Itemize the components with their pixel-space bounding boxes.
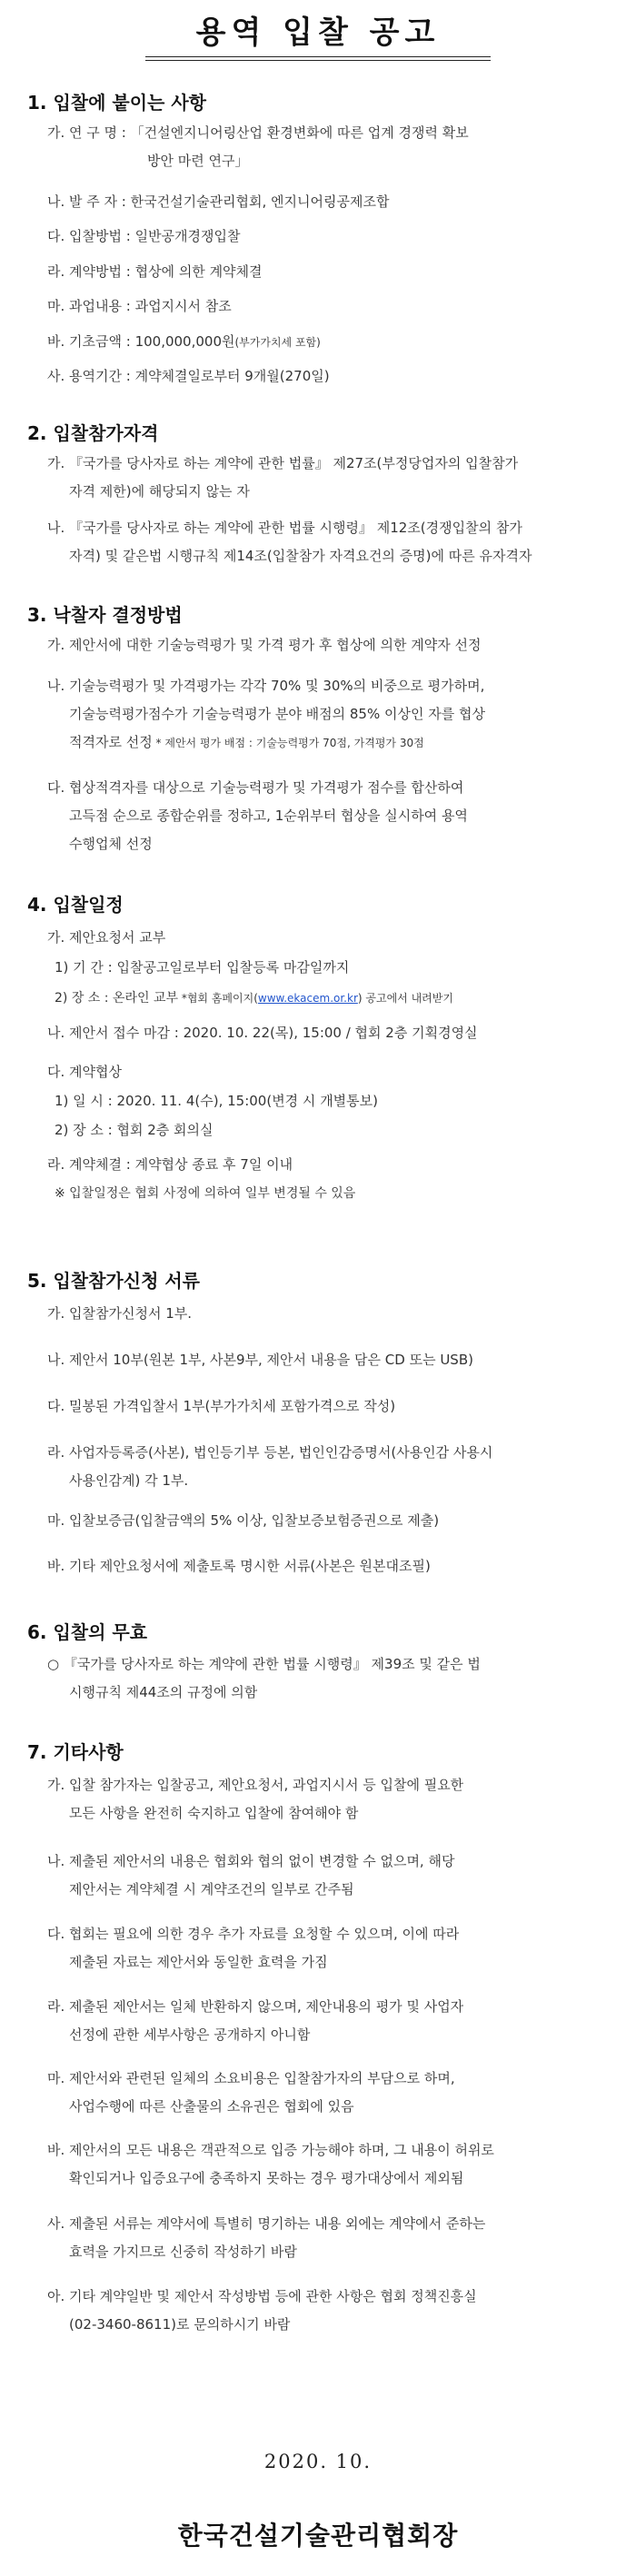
section-5-item-d (47, 1439, 611, 1495)
item-continuation: 사업수행에 따른 산출물의 소유권은 협회에 있음 (69, 2098, 354, 2115)
section-4-item-a: 가. 제안요청서 교부 (47, 929, 166, 946)
item-continuation: 모든 사항을 완전히 숙지하고 입찰에 참여해야 함 (69, 1805, 359, 1821)
section-5-item-f: 바. 기타 제안요청서에 제출토록 명시한 서류(사본은 원본대조필) (47, 1558, 431, 1574)
item-continuation: 자격) 및 같은법 시행규칙 제14조(입찰참가 자격요건의 증명)에 따른 유자격자 (69, 548, 532, 564)
section-2-item-a (47, 450, 611, 506)
item-note: (부가가치세 포함) (234, 336, 321, 349)
item-note: ) 공고에서 내려받기 (357, 992, 453, 1005)
item-continuation: 수행업체 선정 (69, 836, 153, 852)
item-continuation: 방안 마련 연구」 (147, 153, 249, 169)
item-continuation: 효력을 가지므로 신중히 작성하기 바람 (69, 2244, 297, 2260)
section-heading-6: 6. 입찰의 무효 (27, 1621, 148, 1643)
title-underline-top (145, 56, 491, 57)
section-7-item-d (47, 1993, 611, 2049)
section-4-item-b: 나. 제안서 접수 마감 : 2020. 10. 22(목), 15:00 / 협회 2층 기획경영실 (47, 1025, 478, 1041)
section-1-item-b: 나. 발 주 자 : 한국건설기술관리협회, 엔지니어링공제조합 (47, 193, 390, 210)
item-continuation: (02-3460-8611)로 문의하시기 바람 (69, 2316, 291, 2333)
section-heading-7: 7. 기타사항 (27, 1741, 124, 1763)
section-7-item-g (47, 2210, 611, 2266)
section-1-item-e: 마. 과업내용 : 과업지시서 참조 (47, 298, 232, 314)
item-line: 바. 제안서의 모든 내용은 객관적으로 입증 가능해야 하며, 그 내용이 허위로 (47, 2142, 494, 2158)
item-continuation: 선정에 관한 세부사항은 공개하지 아니함 (69, 2026, 311, 2043)
item-continuation: 제안서는 계약체결 시 계약조건의 일부로 간주됨 (69, 1881, 354, 1897)
section-3-item-b (47, 672, 611, 758)
section-7-item-e (47, 2065, 611, 2121)
section-4-subitem-4: 2) 장 소 : 협회 2층 회의실 (55, 1122, 214, 1138)
homepage-link[interactable]: www.ekacem.or.kr (257, 992, 358, 1005)
item-line: 다. 협회는 필요에 의한 경우 추가 자료를 요청할 수 있으며, 이에 따라 (47, 1926, 460, 1942)
item-line: 2) 장 소 : 온라인 교부 (55, 991, 179, 1006)
section-7-item-f (47, 2136, 611, 2193)
section-heading-3: 3. 낙찰자 결정방법 (27, 604, 183, 626)
item-line: 아. 기타 계약일반 및 제안서 작성방법 등에 관한 사항은 협회 정책진흥실 (47, 2288, 477, 2304)
section-1-item-g: 사. 용역기간 : 계약체결일로부터 9개월(270일) (47, 368, 330, 384)
item-continuation: 사용인감계) 각 1부. (69, 1472, 189, 1489)
section-5-item-b: 나. 제안서 10부(원본 1부, 사본9부, 제안서 내용을 담은 CD 또는 USB) (47, 1352, 473, 1368)
item-continuation: 기술능력평가점수가 기술능력평가 분야 배점의 85% 이상인 자를 협상 (69, 706, 485, 722)
item-line: 가. 입찰 참가자는 입찰공고, 제안요청서, 과업지시서 등 입찰에 필요한 (47, 1777, 464, 1793)
item-continuation: 자격 제한)에 해당되지 않는 자 (69, 483, 250, 500)
page-title: 용역 입찰 공고 (195, 15, 441, 51)
section-3-item-c (47, 774, 611, 858)
item-continuation: 확인되거나 입증요구에 충족하지 못하는 경우 평가대상에서 제외됨 (69, 2170, 464, 2186)
section-6-item (47, 1650, 611, 1707)
item-line: 다. 협상적격자를 대상으로 기술능력평가 및 가격평가 점수를 합산하여 (47, 779, 464, 796)
item-note: *협회 홈페이지( (178, 992, 258, 1005)
section-4-item-d: 라. 계약체결 : 계약협상 종료 후 7일 이내 (47, 1156, 293, 1173)
item-line: 바. 기초금액 : 100,000,000원 (47, 333, 235, 350)
section-4-note: ※ 입찰일정은 협회 사정에 의하여 일부 변경될 수 있음 (55, 1186, 356, 1201)
section-1-item-a (47, 119, 611, 175)
item-text: 적격자로 선정 (69, 734, 153, 750)
section-5-item-a: 가. 입찰참가신청서 1부. (47, 1305, 193, 1322)
section-4-subitem-2 (55, 985, 618, 1013)
item-line: 가. 『국가를 당사자로 하는 계약에 관한 법률』 제27조(부정당업자의 입찰참가 (47, 455, 519, 471)
section-2-item-b (47, 514, 611, 570)
item-continuation: 시행규칙 제44조의 규정에 의함 (69, 1684, 258, 1700)
item-line: 나. 기술능력평가 및 가격평가는 각각 70% 및 30%의 비중으로 평가하며, (47, 678, 485, 694)
signer-name: 한국건설기술관리협회장 (177, 2521, 459, 2551)
item-line: 라. 사업자등록증(사본), 법인등기부 등본, 법인인감증명서(사용인감 사용시 (47, 1444, 493, 1461)
section-heading-2: 2. 입찰참가자격 (27, 422, 159, 444)
item-continuation: 고득점 순으로 종합순위를 정하고, 1순위부터 협상을 실시하여 용역 (69, 807, 468, 824)
section-3-item-a: 가. 제안서에 대한 기술능력평가 및 가격 평가 후 협상에 의한 계약자 선정 (47, 637, 482, 653)
section-7-item-h (47, 2283, 611, 2339)
section-7-item-c (47, 1920, 611, 1977)
title-underline-bottom (145, 60, 491, 61)
section-heading-4: 4. 입찰일정 (27, 894, 124, 916)
item-continuation: 제출된 자료는 제안서와 동일한 효력을 가짐 (69, 1954, 328, 1970)
item-line: 마. 제안서와 관련된 일체의 소요비용은 입찰참가자의 부담으로 하며, (47, 2070, 455, 2086)
section-4-subitem-3: 1) 일 시 : 2020. 11. 4(수), 15:00(변경 시 개별통보) (55, 1093, 379, 1109)
section-4-item-c: 다. 계약협상 (47, 1064, 122, 1080)
section-1-item-f (47, 328, 611, 357)
item-note: * 제안서 평가 배점 : 기술능력평가 70점, 가격평가 30점 (152, 737, 424, 749)
section-heading-5: 5. 입찰참가신청 서류 (27, 1270, 200, 1292)
section-heading-1: 1. 입찰에 붙이는 사항 (27, 92, 206, 114)
section-5-item-c: 다. 밀봉된 가격입찰서 1부(부가가치세 포함가격으로 작성) (47, 1398, 396, 1414)
section-7-item-b (47, 1848, 611, 1904)
section-4-subitem-1: 1) 기 간 : 입찰공고일로부터 입찰등록 마감일까지 (55, 959, 350, 976)
item-line: 나. 제출된 제안서의 내용은 협회와 협의 없이 변경할 수 없으며, 해당 (47, 1853, 455, 1869)
announcement-date: 2020. 10. (263, 2451, 373, 2472)
item-line: ○ 『국가를 당사자로 하는 계약에 관한 법률 시행령』 제39조 및 같은 법 (47, 1656, 481, 1672)
item-continuation (47, 728, 611, 758)
section-1-item-d: 라. 계약방법 : 협상에 의한 계약체결 (47, 263, 263, 280)
section-5-item-e: 마. 입찰보증금(입찰금액의 5% 이상, 입찰보증보험증권으로 제출) (47, 1512, 440, 1529)
item-line: 사. 제출된 서류는 계약서에 특별히 명기하는 내용 외에는 계약에서 준하는 (47, 2215, 486, 2232)
item-line: 가. 연 구 명 : 「건설엔지니어링산업 환경변화에 따른 업계 경쟁력 확보 (47, 124, 469, 141)
item-line: 라. 제출된 제안서는 일체 반환하지 않으며, 제안내용의 평가 및 사업자 (47, 1998, 464, 2015)
item-line: 나. 『국가를 당사자로 하는 계약에 관한 법률 시행령』 제12조(경쟁입찰의 참가 (47, 520, 522, 536)
section-1-item-c: 다. 입찰방법 : 일반공개경쟁입찰 (47, 228, 241, 244)
section-7-item-a (47, 1771, 611, 1828)
